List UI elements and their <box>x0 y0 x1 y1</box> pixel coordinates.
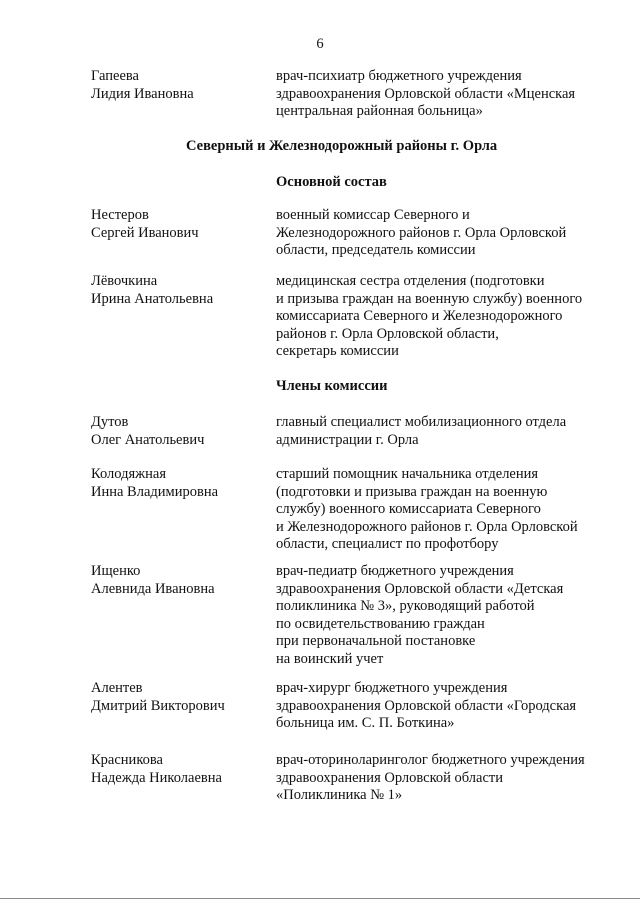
member-name: Гапеева Лидия Ивановна <box>91 68 194 102</box>
member-name: Ищенко Алевнида Ивановна <box>91 563 215 597</box>
subheading-main-composition: Основной состав <box>276 174 387 190</box>
member-name: Колодяжная Инна Владимировна <box>91 466 219 500</box>
page-number: 6 <box>316 36 324 52</box>
member-position: врач-педиатр бюджетного учреждения здравоохранения Орловской области «Детская поликлиника № 3», руководящий работой по освидетельствованию граждан при первоначальной постановке на воинский учет <box>276 563 564 667</box>
member-position: главный специалист мобилизационного отдела администрации г. Орла <box>276 414 567 448</box>
member-position: врач-оториноларинголог бюджетного учреждения здравоохранения Орловской области «Поликлиника № 1» <box>276 752 585 803</box>
section-title: Северный и Железнодорожный районы г. Орла <box>186 138 498 154</box>
member-position: медицинская сестра отделения (подготовки и призыва граждан на военную службу) военного комиссариата Северного и Железнодорожного районов г. Орла Орловской области, секретарь комиссии <box>276 273 583 359</box>
member-name: Лёвочкина Ирина Анатольевна <box>91 273 214 307</box>
member-name: Алентев Дмитрий Викторович <box>91 680 225 714</box>
subheading-members: Члены комиссии <box>276 378 388 394</box>
member-position: врач-психиатр бюджетного учреждения здравоохранения Орловской области «Мценская центральная районная больница» <box>276 68 576 119</box>
member-position: врач-хирург бюджетного учреждения здравоохранения Орловской области «Городская больница им. С. П. Боткина» <box>276 680 577 731</box>
member-name: Красникова Надежда Николаевна <box>91 752 222 786</box>
scan-edge-line <box>0 898 640 899</box>
member-name: Дутов Олег Анатольевич <box>91 414 205 448</box>
member-position: военный комиссар Северного и Железнодорожного районов г. Орла Орловской области, председатель комиссии <box>276 207 567 258</box>
member-name: Нестеров Сергей Иванович <box>91 207 199 241</box>
member-position: старший помощник начальника отделения (подготовки и призыва граждан на военную службу) военного комиссариата Северного и Железнодорожного районов г. Орла Орловской области, специалист по профотбору <box>276 466 578 552</box>
